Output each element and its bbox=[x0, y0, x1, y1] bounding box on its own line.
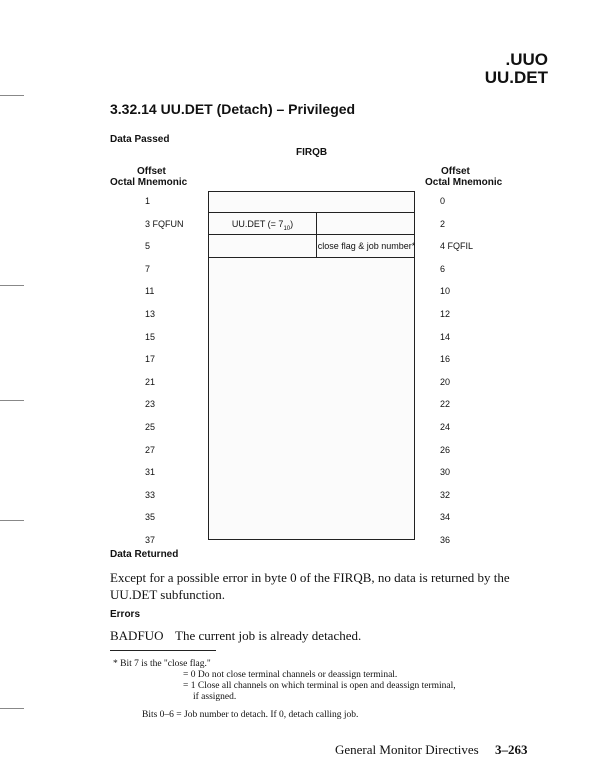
footnote-line: = 0 Do not close terminal channels or deassign terminal. bbox=[183, 670, 398, 680]
right-mnemonic-head: Octal Mnemonic bbox=[425, 177, 503, 188]
offset-label: 1 bbox=[145, 196, 151, 206]
footnote-line: if assigned. bbox=[193, 692, 237, 702]
row-divider bbox=[209, 234, 414, 235]
row-divider bbox=[209, 212, 414, 213]
footer-title: General Monitor Directives bbox=[335, 742, 479, 757]
offset-label: 5 bbox=[145, 241, 151, 252]
offset-label: 34 bbox=[440, 512, 451, 523]
offset-label: 30 bbox=[440, 467, 451, 478]
offset-label: 2 bbox=[440, 218, 446, 229]
offset-label: 31 bbox=[145, 467, 156, 478]
section-title: 3.32.14 UU.DET (Detach) – Privileged bbox=[110, 101, 356, 117]
uudet-cell: UU.DET (= $7_{10}$) bbox=[231, 219, 294, 232]
offset-label: 15 bbox=[145, 331, 156, 342]
offset-label: 33 bbox=[145, 489, 156, 500]
offset-label: 32 bbox=[440, 489, 451, 500]
data-passed-heading: Data Passed bbox=[110, 134, 170, 145]
binding-mark bbox=[0, 708, 24, 709]
close-flag-cell: close flag & job number* bbox=[317, 241, 416, 251]
offset-label: 37 bbox=[145, 535, 156, 545]
footnote-rule bbox=[110, 650, 216, 651]
errors-heading: Errors bbox=[110, 609, 141, 620]
offset-label: 6 bbox=[440, 263, 446, 274]
offset-label: 11 bbox=[145, 286, 155, 297]
offset-label: 17 bbox=[145, 354, 156, 365]
header-uudet: UU.DET bbox=[484, 68, 548, 87]
right-offset-head: Offset bbox=[441, 166, 470, 177]
offset-label: 25 bbox=[145, 422, 156, 432]
binding-mark bbox=[0, 520, 24, 521]
footnote-line: * Bit 7 is the "close flag." bbox=[113, 659, 211, 669]
offset-label: 21 bbox=[145, 376, 156, 387]
data-returned-heading: Data Returned bbox=[110, 549, 179, 560]
offset-label: 36 bbox=[440, 535, 451, 545]
footnote-line: = 1 Close all channels on which terminal is open and deassign terminal, bbox=[183, 681, 456, 691]
offset-label: 27 bbox=[145, 444, 156, 455]
offset-label: 0 bbox=[440, 196, 446, 206]
offset-label: 14 bbox=[440, 331, 451, 342]
offset-label: 23 bbox=[145, 399, 156, 410]
offset-label: 4 FQFIL bbox=[440, 241, 474, 252]
offset-label: 7 bbox=[145, 263, 151, 274]
firqb-diagram bbox=[208, 191, 415, 540]
footnote-line: Bits 0–6 = Job number to detach. If 0, detach calling job. bbox=[142, 710, 359, 720]
binding-mark bbox=[0, 95, 24, 96]
page-number: 3–263 bbox=[495, 742, 528, 757]
error-code: BADFUO bbox=[110, 628, 164, 643]
offset-label: 12 bbox=[440, 309, 451, 319]
firqb-label: FIRQB bbox=[296, 147, 328, 158]
offset-label: 3 FQFUN bbox=[145, 218, 184, 229]
offset-label: 10 bbox=[440, 286, 451, 297]
header-uuo: .UUO bbox=[505, 50, 548, 69]
offset-label: 26 bbox=[440, 444, 451, 455]
offset-label: 13 bbox=[145, 309, 156, 319]
left-offset-head: Offset bbox=[137, 166, 166, 177]
offset-label: 16 bbox=[440, 354, 451, 365]
binding-mark bbox=[0, 400, 24, 401]
binding-mark bbox=[0, 285, 24, 286]
offset-label: 22 bbox=[440, 399, 451, 410]
error-text: The current job is already detached. bbox=[175, 628, 362, 643]
offset-label: 24 bbox=[440, 422, 451, 432]
left-mnemonic-head: Octal Mnemonic bbox=[110, 177, 188, 188]
offset-label: 35 bbox=[145, 512, 156, 523]
offset-label: 20 bbox=[440, 376, 451, 387]
returned-text: Except for a possible error in byte 0 of the FIRQB, no data is returned by the UU.DET subfunction. bbox=[110, 570, 510, 602]
row-divider bbox=[209, 257, 414, 258]
